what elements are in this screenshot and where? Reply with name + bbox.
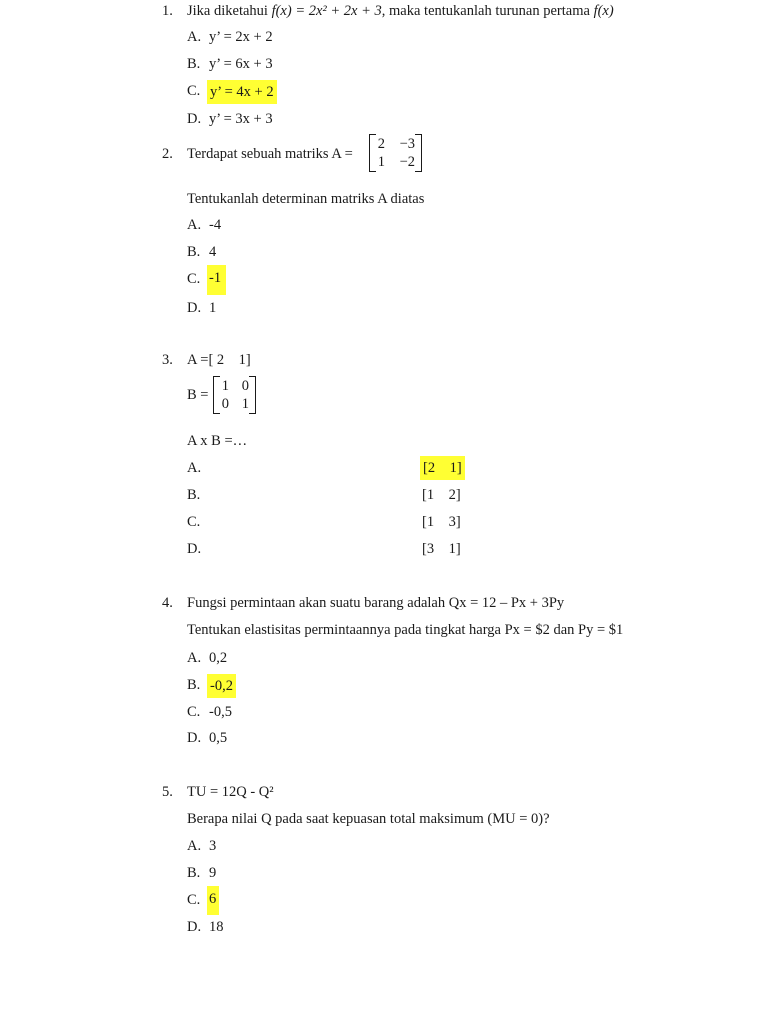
option-letter: D. xyxy=(187,300,202,316)
option-letter: C. xyxy=(187,514,201,530)
option-letter: A. xyxy=(187,29,202,45)
question-text: Jika diketahui f(x) = 2x² + 2x + 3, maka tentukanlah turunan pertama f(x) xyxy=(187,3,614,19)
option-letter: C. xyxy=(187,83,201,99)
option-text: [1 3] xyxy=(422,514,461,530)
option-letter: C. xyxy=(187,892,201,908)
question-ask: A x B =… xyxy=(187,433,248,449)
option-text: y’ = 3x + 3 xyxy=(209,111,273,127)
question-text: Terdapat sebuah matriks A = xyxy=(187,146,353,162)
option-text: 18 xyxy=(209,919,224,935)
option-letter: B. xyxy=(187,865,201,881)
option-letter: B. xyxy=(187,56,201,72)
option-text: 3 xyxy=(209,838,217,854)
option-letter: B. xyxy=(187,244,201,260)
option-text: 0,5 xyxy=(209,730,228,746)
option-letter: A. xyxy=(187,460,202,476)
option-letter: D. xyxy=(187,919,202,935)
question-subtext: Berapa nilai Q pada saat kepuasan total maksimum (MU = 0)? xyxy=(187,811,550,827)
question-number: 2. xyxy=(162,146,173,162)
option-letter: D. xyxy=(187,541,202,557)
option-text: -0,5 xyxy=(209,704,232,720)
option-text: y’ = 6x + 3 xyxy=(209,56,273,72)
option-text: 1 xyxy=(209,300,217,316)
option-text: 0,2 xyxy=(209,650,228,666)
question-number: 1. xyxy=(162,3,173,19)
question-subtext: Tentukan elastisitas permintaannya pada tingkat harga Px = $2 dan Py = $1 xyxy=(187,622,624,638)
question-number: 4. xyxy=(162,595,173,611)
option-letter: A. xyxy=(187,838,202,854)
option-text: -4 xyxy=(209,217,222,233)
matrix-a: 2 −3 1 −2 xyxy=(369,134,422,172)
option-text: 4 xyxy=(209,244,217,260)
question-number: 5. xyxy=(162,784,173,800)
option-text-highlighted: y’ = 4x + 2 xyxy=(207,80,277,104)
question-number: 3. xyxy=(162,352,173,368)
option-text-highlighted: -0,2 xyxy=(207,674,236,698)
question-text: Fungsi permintaan akan suatu barang adalah Qx = 12 – Px + 3Py xyxy=(187,595,565,611)
option-text-highlighted: 6 xyxy=(207,886,219,915)
option-text: 9 xyxy=(209,865,217,881)
option-letter: D. xyxy=(187,730,202,746)
option-text: [3 1] xyxy=(422,541,461,557)
option-text: [1 2] xyxy=(422,487,461,503)
matrix-a-definition: A =[ 2 1] xyxy=(187,352,251,368)
option-letter: D. xyxy=(187,111,202,127)
question-subtext: Tentukanlah determinan matriks A diatas xyxy=(187,191,425,207)
question-text: TU = 12Q - Q² xyxy=(187,784,274,800)
option-letter: C. xyxy=(187,704,201,720)
option-letter: B. xyxy=(187,677,201,693)
matrix-b: 1 0 0 1 xyxy=(213,376,256,414)
option-letter: C. xyxy=(187,271,201,287)
option-text-highlighted: [2 1] xyxy=(420,456,465,480)
option-text-highlighted: -1 xyxy=(207,265,226,295)
option-letter: A. xyxy=(187,217,202,233)
matrix-b-label: B = xyxy=(187,387,209,403)
option-letter: B. xyxy=(187,487,201,503)
option-text: y’ = 2x + 2 xyxy=(209,29,273,45)
option-letter: A. xyxy=(187,650,202,666)
